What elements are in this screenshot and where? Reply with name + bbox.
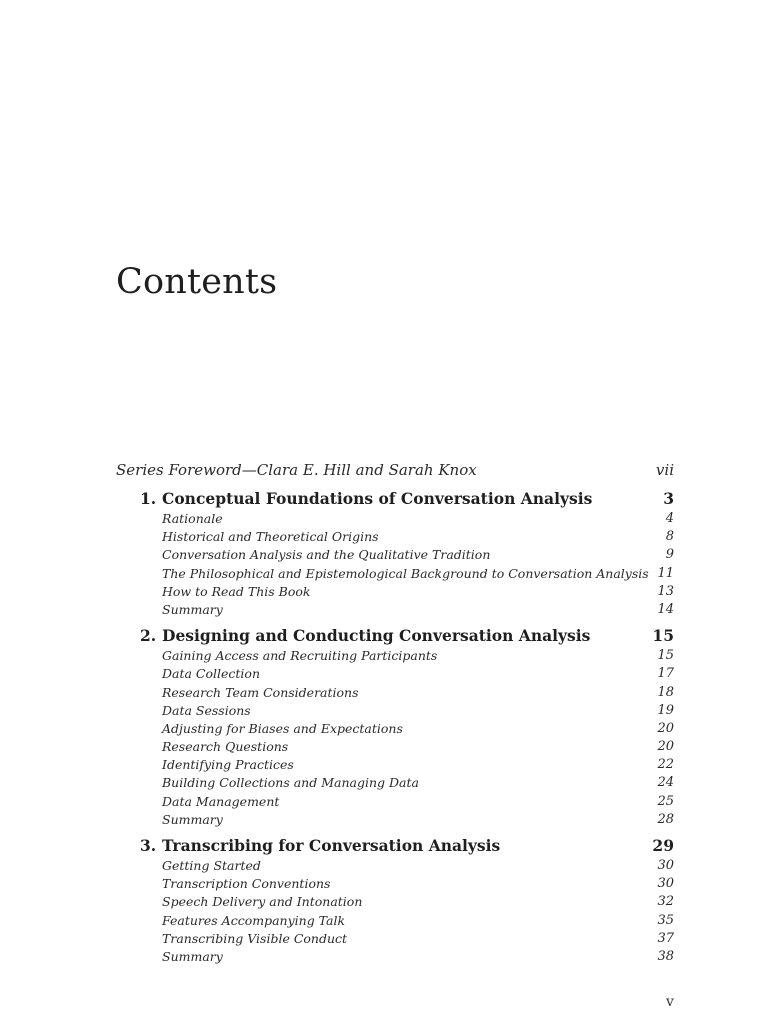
section-title: Data Sessions <box>162 702 251 718</box>
section-title: Transcribing Visible Conduct <box>162 930 348 946</box>
section-title: Historical and Theoretical Origins <box>162 529 379 545</box>
toc-section-entry[interactable] <box>116 546 676 564</box>
section-page: 20 <box>657 720 674 736</box>
toc-section-entry[interactable] <box>116 930 676 948</box>
section-page: 13 <box>657 583 674 599</box>
section-page: 8 <box>665 529 674 545</box>
toc-section-entry[interactable] <box>116 948 676 966</box>
section-page: 38 <box>657 948 674 964</box>
toc-chapter <box>116 836 676 966</box>
section-page: 22 <box>657 757 674 773</box>
toc-section-entry[interactable] <box>116 528 676 546</box>
section-page: 28 <box>657 811 674 827</box>
toc-section-entry[interactable] <box>116 893 676 911</box>
toc-section-entry[interactable] <box>116 774 676 792</box>
section-page: 24 <box>657 775 674 791</box>
section-title: Building Collections and Managing Data <box>162 775 419 791</box>
toc-section-entry[interactable] <box>116 583 676 601</box>
toc-section-entry[interactable] <box>116 912 676 930</box>
section-page: 14 <box>657 601 674 617</box>
toc-chapter-heading[interactable] <box>116 489 676 510</box>
section-title: Summary <box>162 811 223 827</box>
chapter-number: 1. <box>140 489 157 508</box>
chapter-title: Designing and Conducting Conversation Analysis <box>162 626 591 646</box>
section-page: 17 <box>657 666 674 682</box>
section-title: Data Collection <box>162 666 261 682</box>
toc-section-entry[interactable] <box>116 665 676 683</box>
section-title: Conversation Analysis and the Qualitative Tradition <box>162 547 491 563</box>
section-page: 4 <box>665 511 674 526</box>
page-title: Contents <box>116 262 278 302</box>
toc-chapter-heading[interactable] <box>116 836 676 857</box>
section-page: 19 <box>657 702 674 718</box>
chapter-title: Conceptual Foundations of Conversation Analysis <box>162 489 593 508</box>
section-title: Gaining Access and Recruiting Participants <box>162 648 438 664</box>
table-of-contents <box>116 461 676 966</box>
section-title: Summary <box>162 948 223 964</box>
section-title: Features Accompanying Talk <box>162 912 346 928</box>
toc-entry-foreword[interactable] <box>116 461 676 481</box>
toc-section-entry[interactable] <box>116 857 676 875</box>
toc-section-entry[interactable] <box>116 720 676 738</box>
section-page: 30 <box>657 858 674 873</box>
toc-section-entry[interactable] <box>116 875 676 893</box>
section-title: Speech Delivery and Intonation <box>162 894 363 910</box>
section-page: 20 <box>657 739 674 755</box>
toc-section-entry[interactable] <box>116 811 676 829</box>
foreword-title: Series Foreword—Clara E. Hill and Sarah Knox <box>116 461 477 479</box>
toc-section-entry[interactable] <box>116 601 676 619</box>
section-page: 37 <box>657 930 674 946</box>
section-title: The Philosophical and Epistemological Background to Conversation Analysis <box>162 565 649 581</box>
toc-section-entry[interactable] <box>116 793 676 811</box>
section-page: 18 <box>657 684 674 700</box>
section-title: Summary <box>162 601 223 617</box>
chapter-title: Transcribing for Conversation Analysis <box>162 836 501 855</box>
section-title: Data Management <box>162 793 280 809</box>
toc-section-entry[interactable] <box>116 738 676 756</box>
chapter-number: 3. <box>140 836 157 855</box>
chapter-page: 3 <box>663 489 674 508</box>
toc-chapter <box>116 626 676 829</box>
toc-section-entry[interactable] <box>116 702 676 720</box>
section-page: 15 <box>657 648 674 664</box>
toc-section-entry[interactable] <box>116 647 676 665</box>
page-number: v <box>666 994 674 1010</box>
section-title: Transcription Conventions <box>162 876 331 892</box>
section-page: 30 <box>657 876 674 892</box>
section-page: 9 <box>665 547 674 563</box>
toc-section-entry[interactable] <box>116 565 676 583</box>
chapter-number: 2. <box>140 626 157 646</box>
section-title: Getting Started <box>162 858 261 873</box>
section-title: Rationale <box>162 511 223 526</box>
section-title: Research Team Considerations <box>162 684 359 700</box>
section-page: 11 <box>657 565 674 581</box>
section-title: Research Questions <box>162 739 289 755</box>
toc-section-entry[interactable] <box>116 510 676 528</box>
toc-section-entry[interactable] <box>116 756 676 774</box>
chapter-page: 29 <box>652 836 674 855</box>
toc-section-entry[interactable] <box>116 684 676 702</box>
chapter-page: 15 <box>652 626 674 646</box>
foreword-page: vii <box>655 461 674 479</box>
toc-chapter-heading[interactable] <box>116 626 676 647</box>
toc-chapter <box>116 489 676 619</box>
section-title: Adjusting for Biases and Expectations <box>162 720 403 736</box>
section-title: How to Read This Book <box>162 583 311 599</box>
section-page: 35 <box>657 912 674 928</box>
section-title: Identifying Practices <box>162 757 294 773</box>
section-page: 25 <box>657 793 674 809</box>
section-page: 32 <box>657 894 674 910</box>
chapter-list <box>116 489 676 966</box>
